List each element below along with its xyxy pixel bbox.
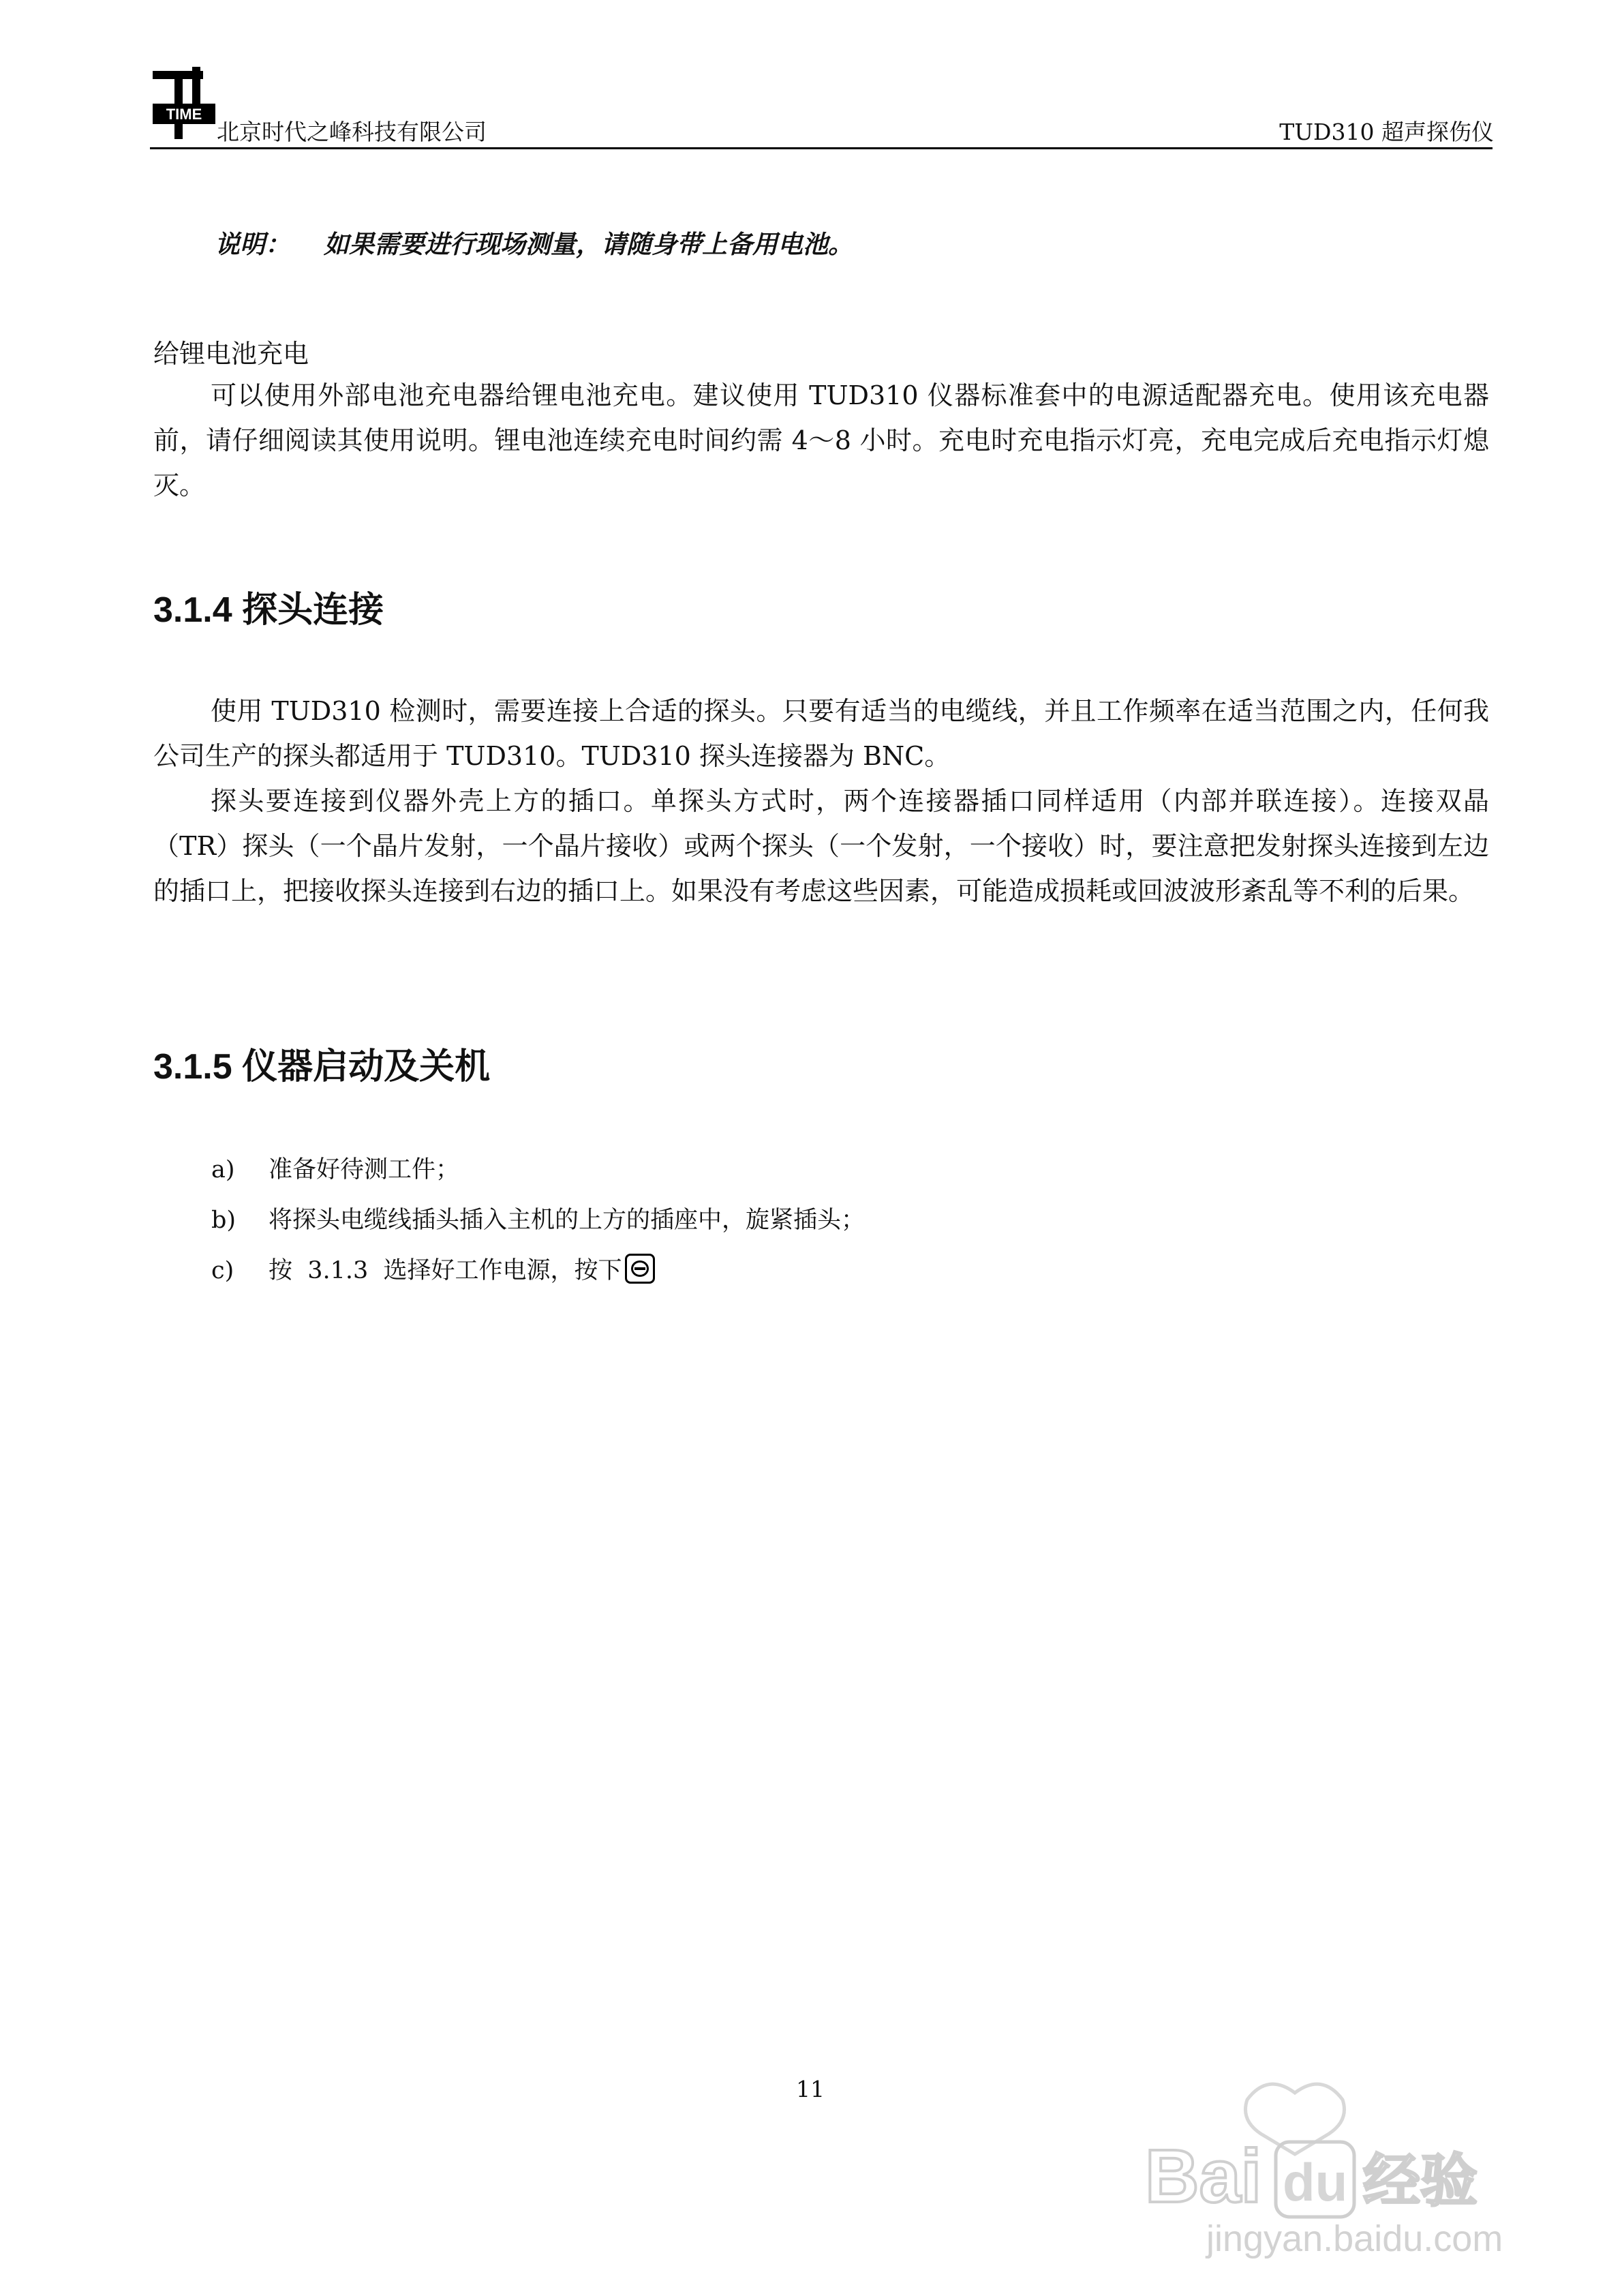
list-marker: b) (211, 1207, 236, 1234)
list-marker: a) (211, 1156, 235, 1183)
svg-text:TIME: TIME (166, 106, 202, 123)
list-item (211, 1252, 655, 1286)
list-item (211, 1201, 865, 1235)
header-company: 北京时代之峰科技有限公司 (217, 119, 487, 145)
note (215, 224, 853, 260)
section-3-1-4-title: 3.1.4 探头连接 (153, 590, 384, 630)
charging-title: 给锂电池充电 (153, 339, 309, 369)
svg-text:经验: 经验 (1363, 2147, 1478, 2214)
note-label: 说明： (215, 230, 290, 259)
header-product: TUD310 超声探伤仪 (1279, 119, 1494, 145)
power-key-icon (625, 1254, 655, 1284)
company-logo (151, 65, 219, 145)
list-item-text: 准备好待测工件； (269, 1156, 460, 1183)
section-3-1-4-paragraph-2: 探头要连接到仪器外壳上方的插口。单探头方式时，两个连接器插口同样适用（内部并联连接）。连接双晶（TR）探头（一个晶片发射，一个晶片接收）或两个探头（一个发射，一个接收）时，要注意把发射探头连接到左边的插口上，把接收探头连接到右边的插口上。如果没有考虑这些因素，可能造成损耗或回波波形紊乱等不利的后果。 (153, 786, 1489, 906)
svg-text:Bai: Bai (1145, 2134, 1262, 2218)
section-3-1-5-title: 3.1.5 仪器启动及关机 (153, 1047, 491, 1087)
list-item-text: 将探头电缆线插头插入主机的上方的插座中，旋紧插头； (269, 1207, 866, 1234)
note-text: 如果需要进行现场测量，请随身带上备用电池。 (324, 230, 853, 259)
list-marker: c) (211, 1257, 234, 1284)
watermark-url: jingyan.baidu.com (1206, 2218, 1503, 2259)
list-item-text: 按 3.1.3 选择好工作电源，按下 (269, 1257, 622, 1284)
page-number: 11 (796, 2076, 825, 2102)
charging-paragraph: 可以使用外部电池充电器给锂电池充电。建议使用 TUD310 仪器标准套中的电源适配器充电。使用该充电器前，请仔细阅读其使用说明。锂电池连续充电时间约需 4～8 小时。充电时充电指示灯亮，充电完成后充电指示灯熄灭。 (153, 380, 1489, 500)
list-item (211, 1151, 459, 1185)
svg-text:du: du (1283, 2152, 1348, 2212)
section-3-1-4-paragraph-1: 使用 TUD310 检测时，需要连接上合适的探头。只要有适当的电缆线，并且工作频率在适当范围之内，任何我公司生产的探头都适用于 TUD310。TUD310 探头连接器为 BNC。 (153, 696, 1489, 771)
baidu-jingyan-watermark (1131, 2052, 1513, 2270)
header-divider (150, 147, 1493, 149)
